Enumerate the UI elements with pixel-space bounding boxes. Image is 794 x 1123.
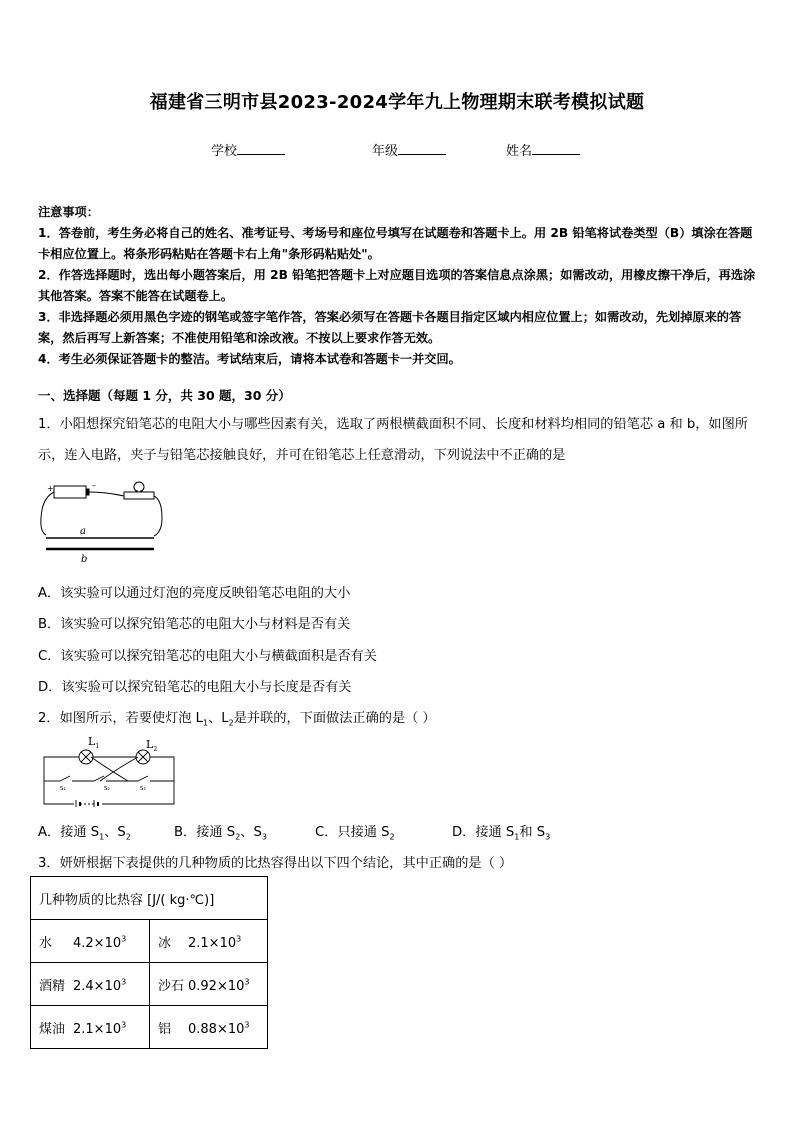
school-field (211, 140, 285, 159)
question-2-stem: 2．如图所示，若要使灯泡 $L_1$、$L_2$是并联的，下面做法正确的是（ ） (38, 711, 436, 728)
table-cell: 冰 $2.1\times 10^3$ (150, 920, 268, 963)
school-blank (237, 141, 285, 155)
label-s2: S₂ (104, 786, 110, 792)
table-cell: 铝 $0.88\times 10^3$ (150, 1006, 268, 1049)
q2-option-d: D．接通 $S_1$和 $S_3$ (452, 825, 551, 842)
label-b: b (81, 554, 88, 565)
label-l1: $L_1$ (88, 735, 100, 750)
q2-option-c: C．只接通 $S_2$ (315, 825, 395, 842)
q1-option-d: D．该实验可以探究铅笔芯的电阻大小与长度是否有关 (38, 680, 352, 695)
table-row (31, 920, 268, 963)
q1-option-c: C．该实验可以探究铅笔芯的电阻大小与横截面积是否有关 (38, 649, 377, 664)
q1-option-b: B．该实验可以探究铅笔芯的电阻大小与材料是否有关 (38, 617, 351, 632)
note-item: 1．答卷前，考生务必将自己的姓名、准考证号、考场号和座位号填写在试题卷和答题卡上。用 2B 铅笔将试卷类型（B）填涂在答题卡相应位置上。将条形码粘贴在答题卡右上角"条形码粘贴处"。 (38, 226, 753, 261)
table-cell: 酒精 $2.4\times 10^3$ (31, 963, 150, 1006)
grade-label: 年级 (372, 144, 399, 159)
label-a: a (80, 526, 86, 537)
note-item: 2．作答选择题时，选出每小题答案后，用 2B 铅笔把答题卡上对应题目选项的答案信息点涂黑；如需改动，用橡皮擦干净后，再选涂其他答案。答案不能答在试题卷上。 (38, 268, 756, 303)
switch-s1-icon (60, 776, 70, 781)
q2-option-a: A．接通 $S_1$、$S_2$ (38, 825, 131, 842)
q1-option-a: A．该实验可以通过灯泡的亮度反映铅笔芯电阻的大小 (38, 586, 351, 601)
table-header: 几种物质的比热容 [J/( kg·℃)] (31, 877, 268, 920)
notes-heading: 注意事项： (38, 205, 99, 219)
label-s1: S₁ (60, 786, 66, 792)
question-3-stem: 3．妍妍根据下表提供的几种物质的比热容得出以下四个结论，其中正确的是（ ） (38, 856, 513, 871)
section-heading: 一、选择题（每题 1 分，共 30 题，30 分） (38, 388, 291, 403)
label-l2: $L_2$ (146, 738, 158, 753)
table-row (31, 963, 268, 1006)
grade-blank (398, 141, 446, 155)
q2-option-b: B．接通 $S_2$、$S_3$ (174, 825, 267, 842)
notes-block (38, 202, 760, 370)
specific-heat-table (30, 876, 268, 1049)
note-item: 4．考生必须保证答题卡的整洁。考试结束后，请将本试卷和答题卡一并交回。 (38, 352, 461, 366)
name-blank (532, 141, 580, 155)
bulb-holder-icon (124, 492, 154, 499)
grade-field (372, 140, 446, 159)
school-label: 学校 (211, 144, 238, 159)
svg-text:–: – (92, 481, 96, 490)
name-label: 姓名 (506, 144, 533, 159)
page-title: 福建省三明市县2023-2024学年九上物理期末联考模拟试题 (149, 92, 645, 113)
bulb-icon (134, 482, 144, 492)
label-s3: S₃ (140, 786, 146, 792)
table-cell: 沙石 $0.92\times 10^3$ (150, 963, 268, 1006)
table-cell: 水 $4.2\times 10^3$ (31, 920, 150, 963)
battery-icon (54, 486, 86, 498)
switch-s3-icon (138, 776, 148, 781)
note-item: 3．非选择题必须用黑色字迹的钢笔或签字笔作答，答案必须写在答题卡各题目指定区域内相应位置上；如需改动，先划掉原来的答案，然后再写上新答案；不准使用铅笔和涂改液。不按以上要求作答无效。 (38, 310, 742, 345)
table-cell: 煤油 $2.1\times 10^3$ (31, 1006, 150, 1049)
pencil-lead-circuit-figure (36, 478, 166, 566)
switch-s2-icon (94, 776, 104, 781)
table-row (31, 1006, 268, 1049)
name-field (506, 140, 580, 159)
parallel-circuit-figure (38, 735, 178, 807)
svg-text:+: + (47, 484, 54, 493)
question-1-stem: 1．小阳想探究铅笔芯的电阻大小与哪些因素有关，选取了两根横截面积不同、长度和材料均相同的铅笔芯 a 和 b，如图所示，连入电路，夹子与铅笔芯接触良好，并可在铅笔芯上任意滑动，下列说法中不正确的是 (38, 417, 748, 463)
